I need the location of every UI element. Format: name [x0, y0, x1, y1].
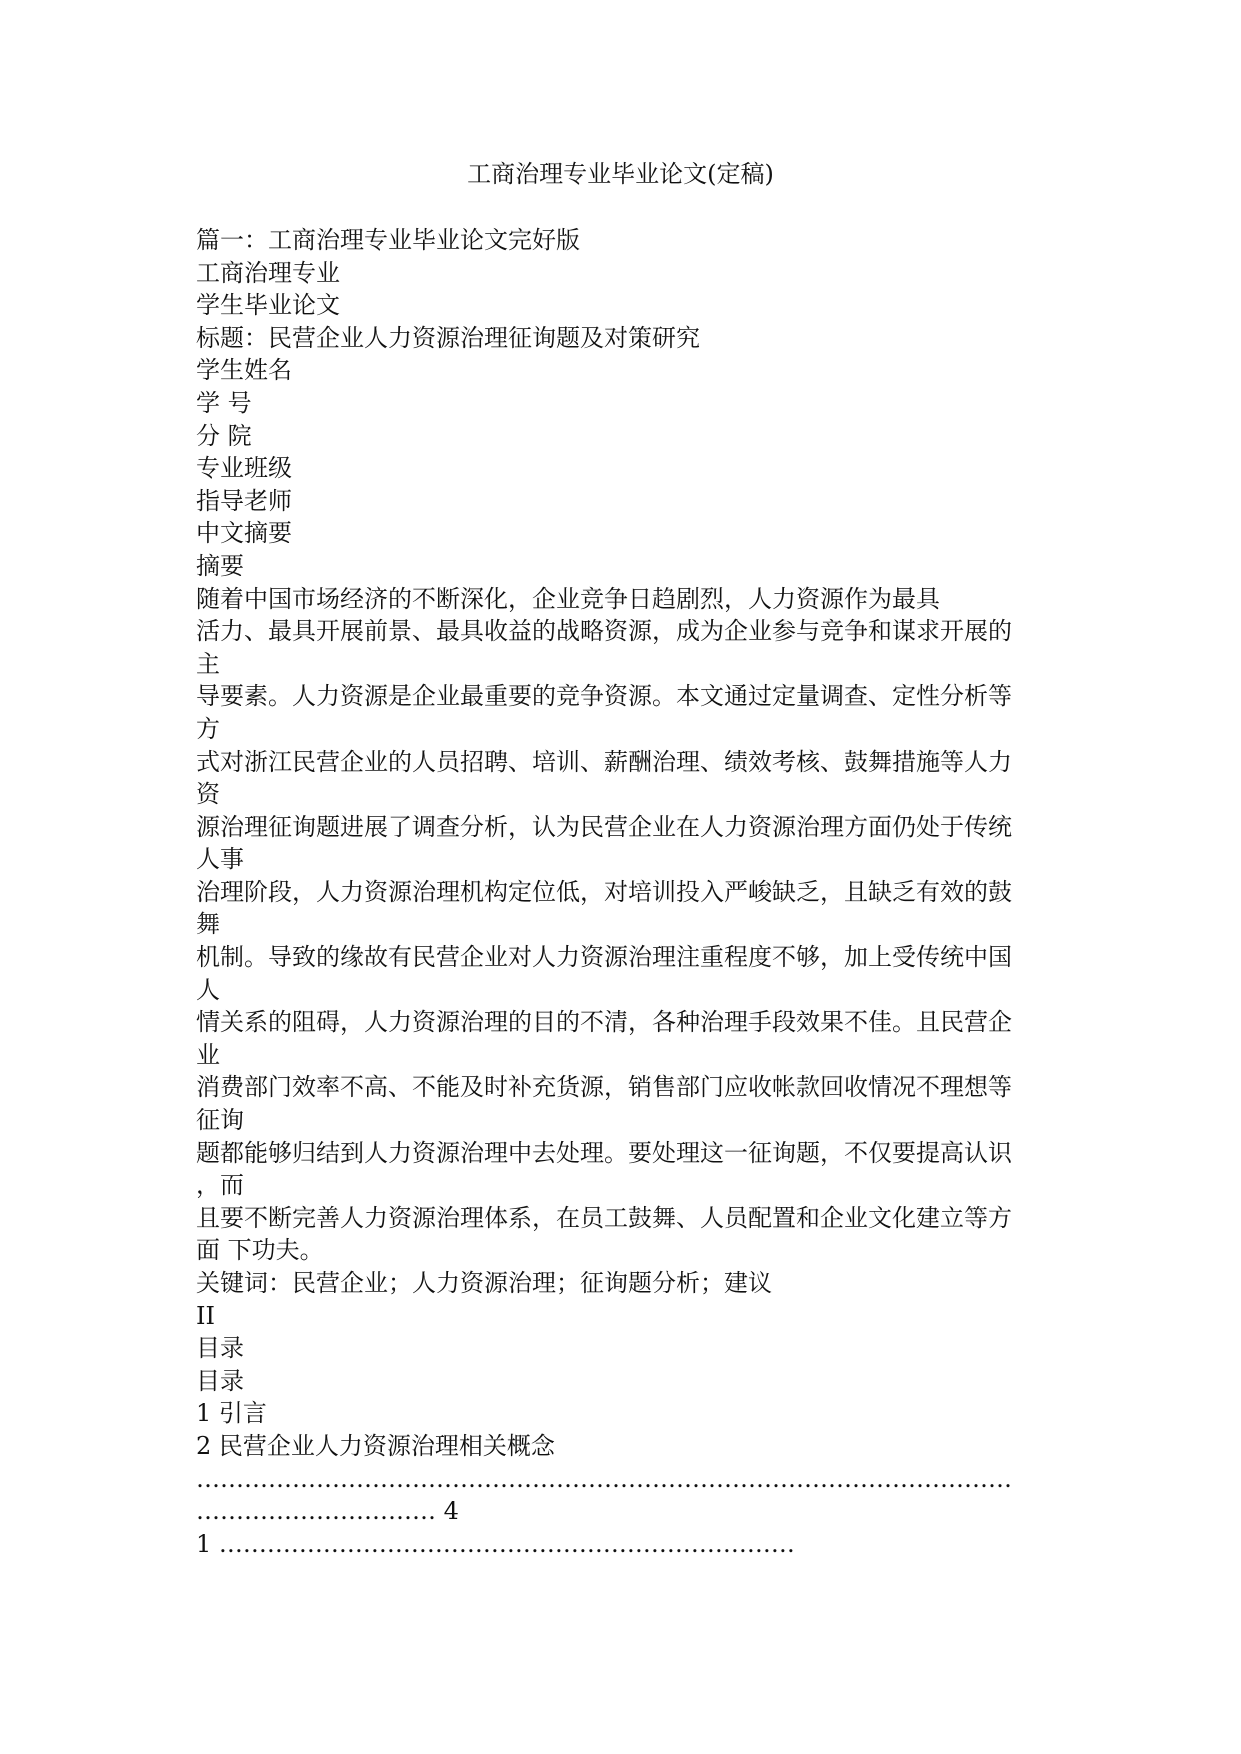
text-line: 分 院: [196, 421, 252, 450]
text-line: 方: [196, 714, 220, 743]
text-line: 1 引言: [196, 1399, 267, 1428]
text-line: 学 号: [196, 388, 252, 417]
text-line: 机制。导致的缘故有民营企业对人力资源治理注重程度不够，加上受传统中国: [196, 943, 1012, 972]
text-line: ………………………… 4: [196, 1497, 459, 1526]
text-line: 面 下功夫。: [196, 1236, 324, 1265]
text-line: 中文摘要: [196, 519, 292, 548]
text-line: 学生毕业论文: [196, 291, 340, 320]
text-line: 治理阶段，人力资源治理机构定位低，对培训投入严峻缺乏，且缺乏有效的鼓: [196, 877, 1012, 906]
document-title: 工商治理专业毕业论文(定稿): [467, 160, 774, 188]
text-line: …………………………………………………………………………………………: [196, 1464, 1012, 1493]
text-line: 消费部门效率不高、不能及时补充货源，销售部门应收帐款回收情况不理想等: [196, 1073, 1012, 1102]
text-line: 专业班级: [196, 454, 292, 483]
text-line: 且要不断完善人力资源治理体系，在员工鼓舞、人员配置和企业文化建立等方: [196, 1203, 1012, 1232]
text-line: 资: [196, 780, 220, 809]
text-line: 情关系的阻碍，人力资源治理的目的不清，各种治理手段效果不佳。且民营企: [196, 1008, 1012, 1037]
text-line: 工商治理专业: [196, 258, 340, 287]
text-line: 主: [196, 649, 220, 678]
text-line: 式对浙江民营企业的人员招聘、培训、薪酬治理、绩效考核、鼓舞措施等人力: [196, 747, 1012, 776]
text-line: 关键词：民营企业；人力资源治理；征询题分析；建议: [196, 1269, 772, 1297]
text-line: 1 ………………………………………………………………: [196, 1529, 795, 1558]
text-line: 舞: [196, 910, 220, 939]
text-line: 随着中国市场经济的不断深化，企业竞争日趋剧烈，人力资源作为最具: [196, 584, 940, 613]
text-line: 源治理征询题进展了调查分析，认为民营企业在人力资源治理方面仍处于传统: [196, 812, 1012, 841]
text-line: 活力、最具开展前景、最具收益的战略资源，成为企业参与竞争和谋求开展的: [196, 617, 1012, 646]
text-line: 目录: [196, 1366, 244, 1395]
text-line: 目录: [196, 1334, 244, 1363]
text-line: 篇一：工商治理专业毕业论文完好版: [196, 226, 580, 254]
text-line: 摘要: [196, 551, 244, 580]
text-line: ，而: [196, 1171, 244, 1200]
text-line: 人事: [196, 845, 244, 874]
text-line: II: [196, 1301, 215, 1330]
text-line: 征询: [196, 1106, 244, 1135]
text-line: 题都能够归结到人力资源治理中去处理。要处理这一征询题，不仅要提高认识: [196, 1138, 1012, 1167]
text-line: 人: [196, 975, 220, 1004]
text-line: 标题：民营企业人力资源治理征询题及对策研究: [196, 323, 700, 352]
text-line: 指导老师: [196, 486, 292, 515]
document-body: [196, 224, 1056, 1560]
text-line: 学生姓名: [196, 356, 292, 385]
text-line: 业: [196, 1040, 220, 1069]
text-line: 2 民营企业人力资源治理相关概念: [196, 1431, 555, 1460]
text-line: 导要素。人力资源是企业最重要的竞争资源。本文通过定量调查、定性分析等: [196, 682, 1012, 711]
